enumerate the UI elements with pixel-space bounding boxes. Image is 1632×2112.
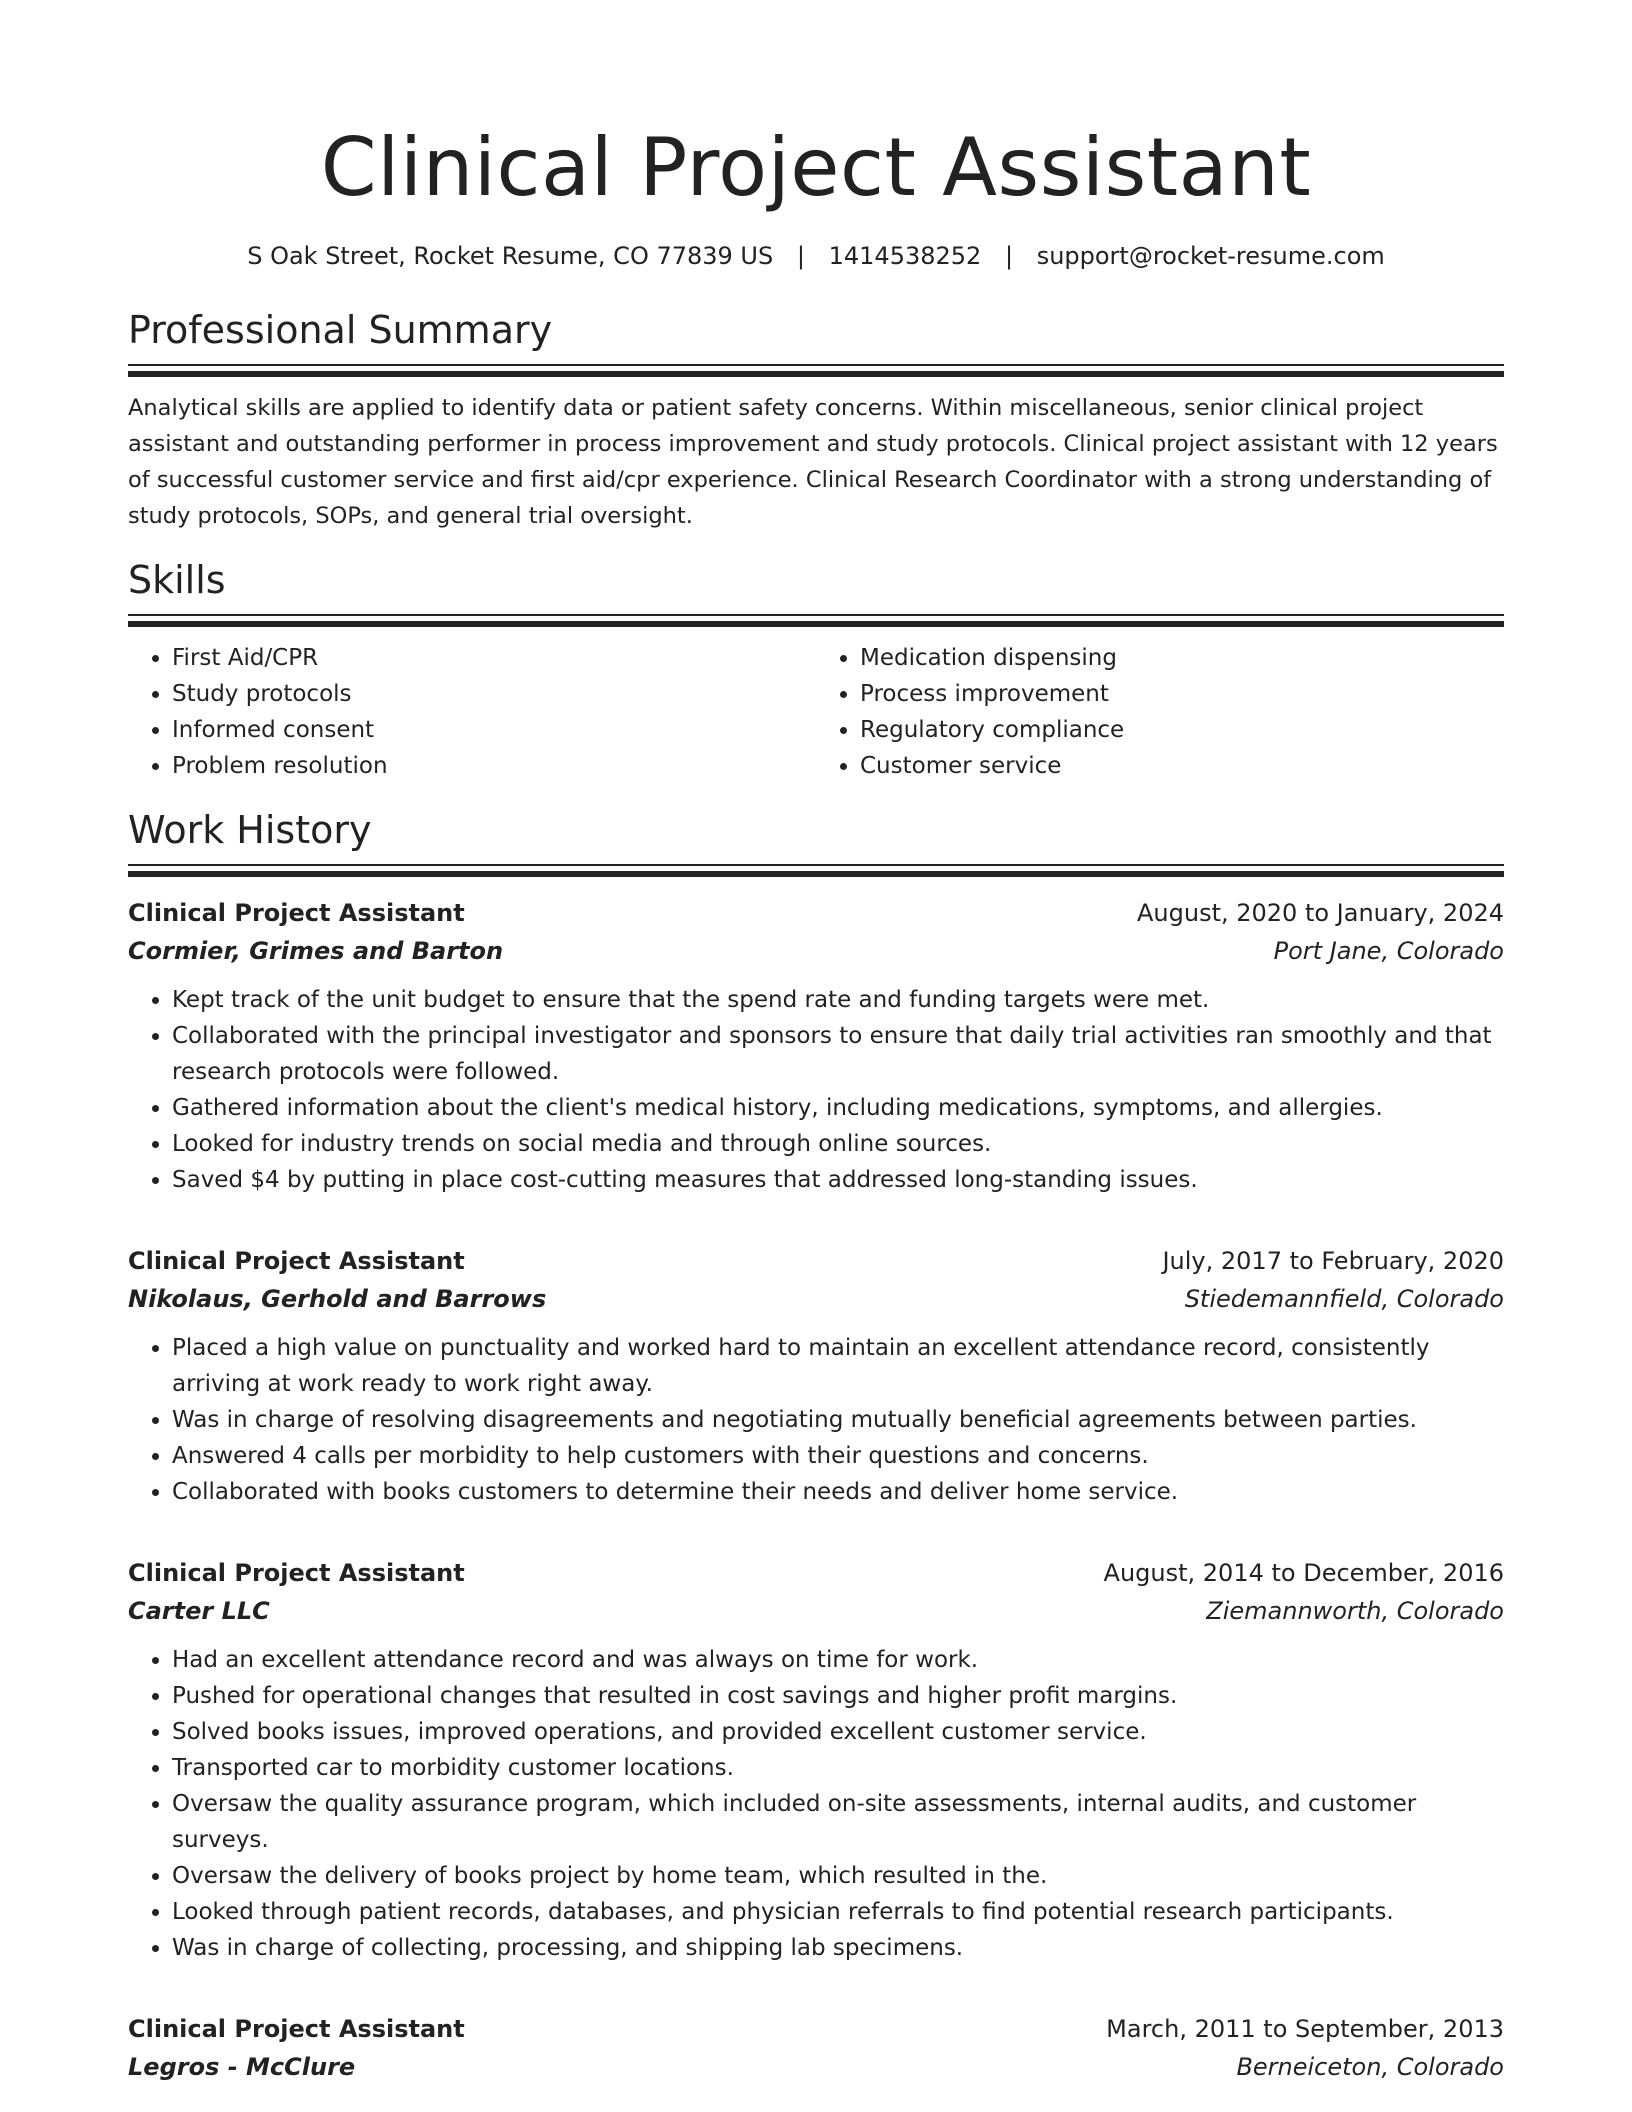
section-divider xyxy=(128,364,1504,376)
job-location: Ziemannworth, Colorado xyxy=(1206,1597,1504,1625)
job-title: Clinical Project Assistant xyxy=(128,1247,465,1275)
job-bullet: • Looked for industry trends on social media and through online sources. xyxy=(172,1126,1504,1162)
job-bullet: • Was in charge of resolving disagreements and negotiating mutually beneficial agreements between parties. xyxy=(172,1402,1504,1438)
job-company: Cormier, Grimes and Barton xyxy=(128,937,504,965)
job-bullet: • Transported car to morbidity customer locations. xyxy=(172,1750,1504,1786)
skill-item: • First Aid/CPR xyxy=(172,640,816,676)
job-location: Port Jane, Colorado xyxy=(1273,937,1504,965)
job-dates: August, 2014 to December, 2016 xyxy=(1103,1559,1504,1587)
job-company: Carter LLC xyxy=(128,1597,270,1625)
summary-section xyxy=(128,306,1504,534)
skill-item: • Problem resolution xyxy=(172,748,816,784)
job-title: Clinical Project Assistant xyxy=(128,899,465,927)
job-entry xyxy=(128,2010,1504,2086)
summary-text: Analytical skills are applied to identify data or patient safety concerns. Within miscellaneous, senior clinical project assistant and outstanding performer in process improvement and study protocols. Clinical project assistant with 12 years of successful customer service and first aid/cpr experience. Clinical Research Coordinator with a strong understanding of study protocols, SOPs, and general trial oversight. xyxy=(128,395,1498,529)
job-entry xyxy=(128,894,1504,1198)
job-bullet: • Answered 4 calls per morbidity to help customers with their questions and concerns. xyxy=(172,1438,1504,1474)
job-location: Stiedemannfield, Colorado xyxy=(1184,1285,1504,1313)
contact-phone: 1414538252 xyxy=(828,242,982,270)
contact-address: S Oak Street, Rocket Resume, CO 77839 US xyxy=(247,242,774,270)
job-dates: March, 2011 to September, 2013 xyxy=(1106,2015,1504,2043)
skill-item: • Process improvement xyxy=(860,676,1504,712)
job-dates: July, 2017 to February, 2020 xyxy=(1162,1247,1504,1275)
job-title: Clinical Project Assistant xyxy=(128,1559,465,1587)
job-bullet: • Gathered information about the client's medical history, including medications, symptoms, and allergies. xyxy=(172,1090,1504,1126)
job-bullets xyxy=(128,982,1504,1198)
job-bullet: • Oversaw the quality assurance program, which included on-site assessments, internal audits, and customer surveys. xyxy=(172,1786,1504,1858)
job-header-row xyxy=(128,894,1504,932)
job-header-row xyxy=(128,1242,1504,1280)
job-bullet: • Solved books issues, improved operations, and provided excellent customer service. xyxy=(172,1714,1504,1750)
job-bullet: • Placed a high value on punctuality and worked hard to maintain an excellent attendance record, consistently arriving at work ready to work right away. xyxy=(172,1330,1504,1402)
contact-email: support@rocket-resume.com xyxy=(1036,242,1385,270)
job-bullet: • Looked through patient records, databases, and physician referrals to find potential research participants. xyxy=(172,1894,1504,1930)
skills-section xyxy=(128,556,1504,784)
section-title-work-history: Work History xyxy=(128,808,372,852)
job-header-row xyxy=(128,2010,1504,2048)
job-bullets xyxy=(128,1330,1504,1510)
section-divider xyxy=(128,614,1504,626)
job-company: Nikolaus, Gerhold and Barrows xyxy=(128,1285,547,1313)
contact-separator: | xyxy=(1004,242,1014,270)
job-title: Clinical Project Assistant xyxy=(128,2015,465,2043)
job-entry xyxy=(128,1242,1504,1510)
work-history-section xyxy=(128,806,1504,2086)
skills-list-left xyxy=(128,640,816,784)
job-bullet: • Kept track of the unit budget to ensure that the spend rate and funding targets were met. xyxy=(172,982,1504,1018)
skill-item: • Medication dispensing xyxy=(860,640,1504,676)
job-bullet: • Had an excellent attendance record and was always on time for work. xyxy=(172,1642,1504,1678)
job-subheader-row xyxy=(128,1592,1504,1630)
contact-line xyxy=(128,240,1504,272)
skill-item: • Informed consent xyxy=(172,712,816,748)
job-bullet: • Collaborated with the principal investigator and sponsors to ensure that daily trial activities ran smoothly and that research protocols were followed. xyxy=(172,1018,1504,1090)
job-subheader-row xyxy=(128,2048,1504,2086)
resume-name: Clinical Project Assistant xyxy=(320,121,1312,214)
job-bullets xyxy=(128,1642,1504,1966)
skills-list-right xyxy=(816,640,1504,784)
job-bullet: • Pushed for operational changes that resulted in cost savings and higher profit margins. xyxy=(172,1678,1504,1714)
skill-item: • Regulatory compliance xyxy=(860,712,1504,748)
job-bullet: • Collaborated with books customers to determine their needs and deliver home service. xyxy=(172,1474,1504,1510)
job-dates: August, 2020 to January, 2024 xyxy=(1137,899,1504,927)
skill-item: • Customer service xyxy=(860,748,1504,784)
job-bullet: • Oversaw the delivery of books project by home team, which resulted in the. xyxy=(172,1858,1504,1894)
job-company: Legros - McClure xyxy=(128,2053,356,2081)
section-divider xyxy=(128,864,1504,876)
job-header-row xyxy=(128,1554,1504,1592)
job-subheader-row xyxy=(128,932,1504,970)
job-bullet: • Saved $4 by putting in place cost-cutting measures that addressed long-standing issues. xyxy=(172,1162,1504,1198)
contact-separator: | xyxy=(796,242,805,270)
skills-grid xyxy=(128,640,1504,784)
skill-item: • Study protocols xyxy=(172,676,816,712)
job-subheader-row xyxy=(128,1280,1504,1318)
section-title-skills: Skills xyxy=(128,558,226,602)
job-location: Berneiceton, Colorado xyxy=(1236,2053,1504,2081)
job-bullet: • Was in charge of collecting, processing, and shipping lab specimens. xyxy=(172,1930,1504,1966)
job-entry xyxy=(128,1554,1504,1966)
section-title-summary: Professional Summary xyxy=(128,308,553,352)
